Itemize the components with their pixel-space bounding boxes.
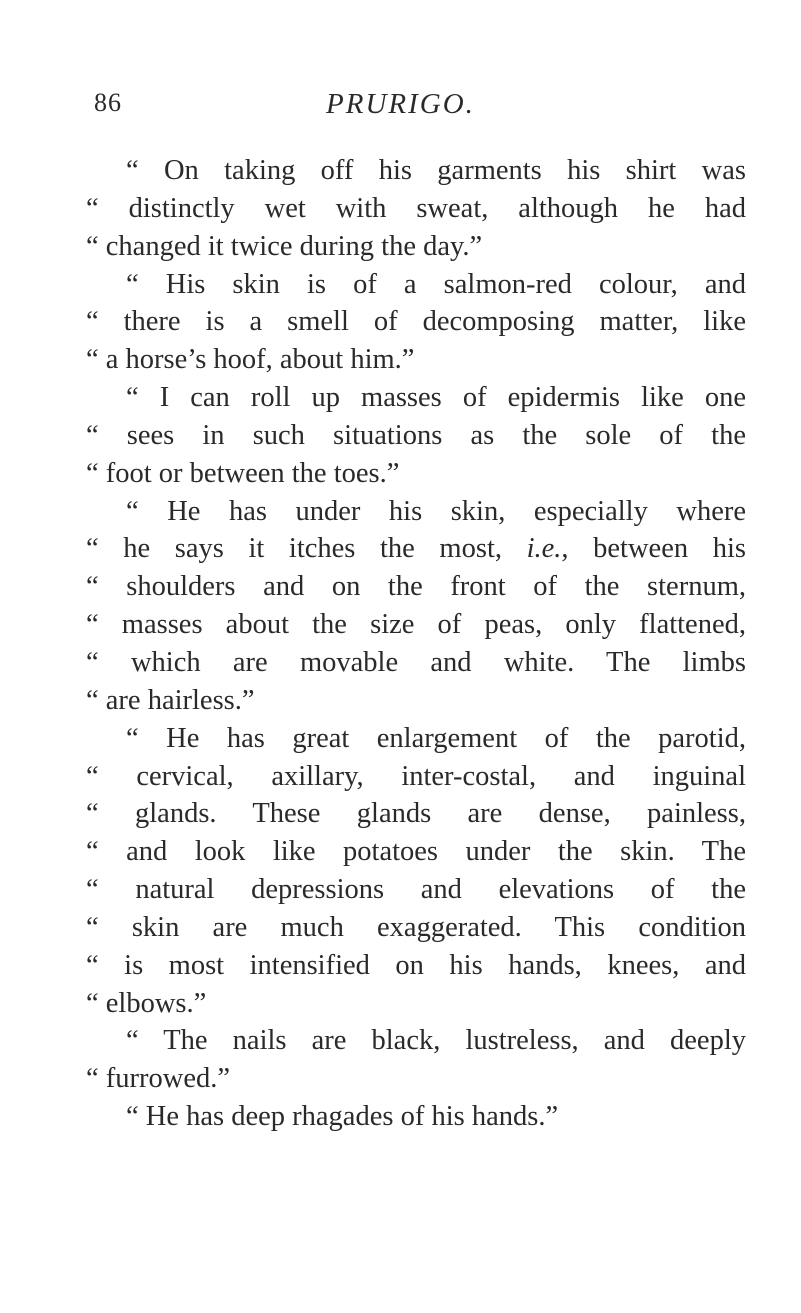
text-line: “ furrowed.”: [86, 1063, 231, 1095]
text-line: “ cervical, axillary, inter-costal, and inguinal: [86, 760, 746, 792]
page-number: 86: [94, 88, 122, 117]
text-line: “ natural depressions and elevations of the: [86, 874, 746, 906]
text-line: “ His skin is of a salmon-red colour, and: [126, 268, 746, 300]
text-line: “ a horse’s hoof, about him.”: [86, 344, 415, 376]
text-line: “ masses about the size of peas, only flattened,: [86, 609, 746, 641]
running-head: PRURIGO.: [326, 88, 475, 120]
text-line: “ elbows.”: [86, 987, 207, 1019]
text-line: “ skin are much exaggerated. This condition: [86, 911, 746, 943]
text-line: “ shoulders and on the front of the sternum,: [86, 571, 746, 603]
text-line: “ changed it twice during the day.”: [86, 230, 483, 262]
text-line: “ distinctly wet with sweat, although he had: [86, 192, 746, 224]
abbreviation-ie: i.e.: [526, 533, 562, 565]
text-line: “ are hairless.”: [86, 684, 255, 716]
text-line: “ there is a smell of decomposing matter, like: [86, 306, 746, 338]
text-line: “ He has great enlargement of the parotid,: [126, 722, 746, 754]
text-line: “ is most intensified on his hands, knees, and: [86, 949, 746, 981]
text-line: “ which are movable and white. The limbs: [86, 646, 746, 678]
text-line: “ On taking off his garments his shirt was: [126, 155, 746, 186]
text-line: “ The nails are black, lustreless, and deeply: [126, 1025, 746, 1057]
text-line: “ he says it itches the most, i.e., between his: [86, 533, 746, 565]
text-line: “ I can roll up masses of epidermis like one: [126, 382, 746, 414]
text-line: “ He has deep rhagades of his hands.”: [126, 1101, 559, 1133]
text-line: “ foot or between the toes.”: [86, 457, 400, 489]
text-line: “ and look like potatoes under the skin. The: [86, 836, 746, 868]
text-line: “ sees in such situations as the sole of the: [86, 419, 746, 451]
text-line: “ He has under his skin, especially where: [126, 495, 746, 527]
page-header: [0, 88, 801, 128]
body-text: [86, 152, 746, 1136]
text-line: “ glands. These glands are dense, painless,: [86, 798, 746, 830]
